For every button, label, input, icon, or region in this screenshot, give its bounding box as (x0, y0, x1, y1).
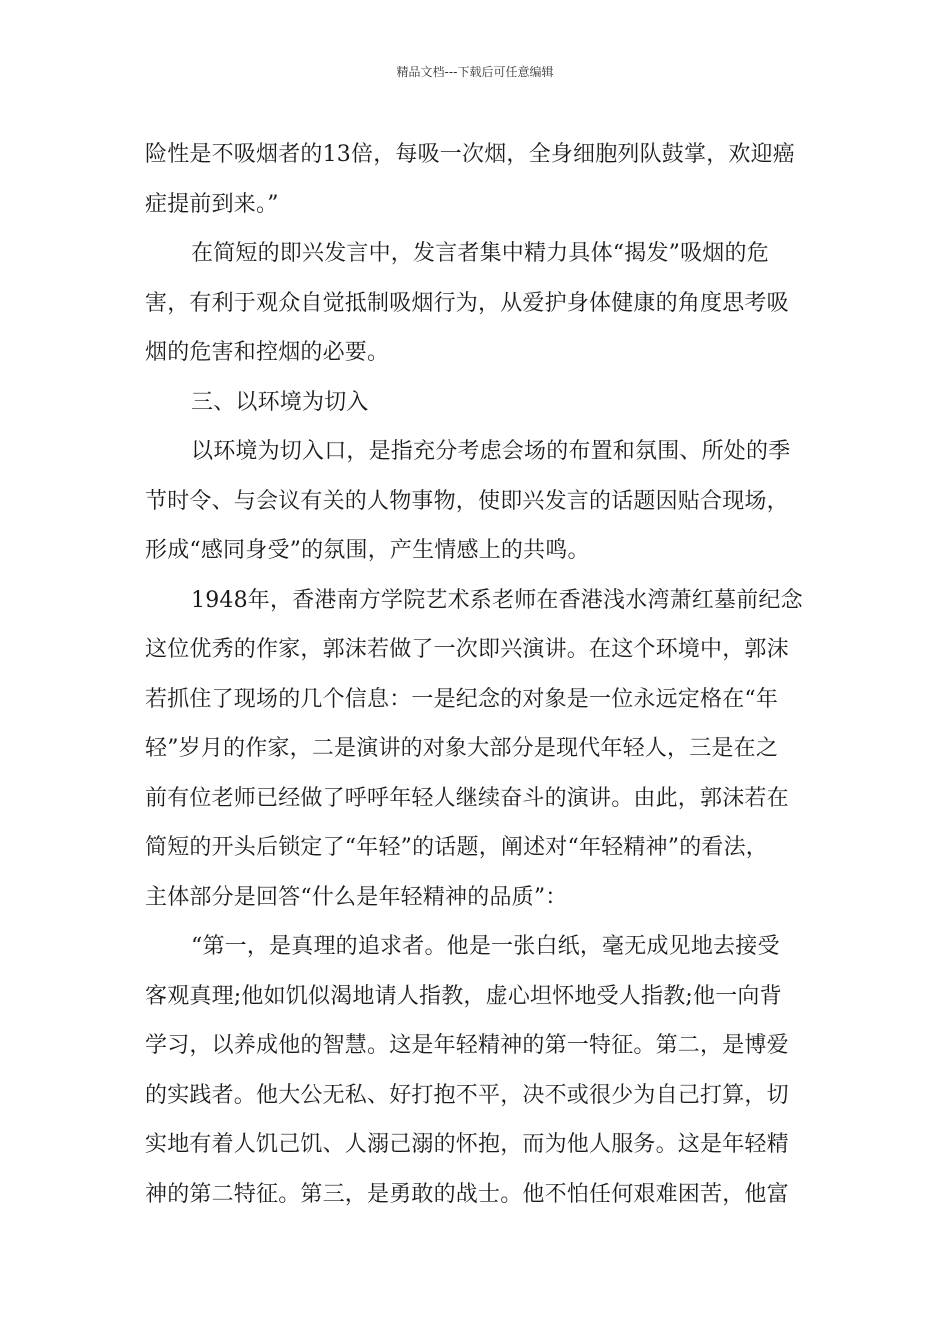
document-body (145, 130, 810, 1219)
text-line: 学习，以养成他的智慧。这是年轻精神的第一特征。第二，是博爱 (145, 1033, 789, 1058)
text-line: 害，有利于观众自觉抵制吸烟行为，从爱护身体健康的角度思考吸 (145, 290, 789, 316)
text-line: 轻”岁月的作家，二是演讲的对象大部分是现代年轻人，三是在之 (145, 736, 779, 761)
text-line: 神的第二特征。第三，是勇敢的战士。他不怕任何艰难困苦，他富 (145, 1181, 789, 1207)
text-line: 1948年，香港南方学院艺术系老师在香港浅水湾萧红墓前纪念 (191, 587, 803, 613)
page-header: 精品文档---下载后可任意编辑 (396, 65, 554, 79)
text-line: 三、以环境为切入 (191, 389, 369, 415)
text-line: 症提前到来。” (145, 191, 279, 217)
text-line: 险性是不吸烟者的13倍，每吸一次烟，全身细胞列队鼓掌，欢迎癌 (145, 142, 795, 167)
text-line: 客观真理;他如饥似渴地请人指教，虚心坦怀地受人指教;他一向背 (145, 983, 782, 1009)
text-line: 这位优秀的作家，郭沫若做了一次即兴演讲。在这个环境中，郭沫 (145, 637, 789, 662)
text-line: 形成“感同身受”的氛围，产生情感上的共鸣。 (145, 538, 590, 563)
text-line: 简短的开头后锁定了“年轻”的话题，阐述对“年轻精神”的看法， (145, 835, 768, 860)
text-line: 以环境为切入口，是指充分考虑会场的布置和氛围、所处的季 (191, 439, 791, 464)
text-line: 节时令、与会议有关的人物事物，使即兴发言的话题因贴合现场， (145, 488, 789, 514)
text-line: 的实践者。他大公无私、好打抱不平，决不或很少为自己打算，切 (145, 1082, 789, 1108)
text-line: 实地有着人饥己饥、人溺己溺的怀抱，而为他人服务。这是年轻精 (145, 1132, 789, 1157)
text-line: 主体部分是回答“什么是年轻精神的品质”： (145, 884, 568, 910)
text-line: “第一，是真理的追求者。他是一张白纸，毫无成见地去接受 (191, 934, 780, 959)
text-line: 烟的危害和控烟的必要。 (145, 340, 390, 365)
text-line: 前有位老师已经做了呼呼年轻人继续奋斗的演讲。由此，郭沫若在 (145, 785, 789, 811)
text-line: 在简短的即兴发言中，发言者集中精力具体“揭发”吸烟的危 (191, 241, 769, 266)
text-line: 若抓住了现场的几个信息：一是纪念的对象是一位永远定格在“年 (145, 686, 779, 712)
